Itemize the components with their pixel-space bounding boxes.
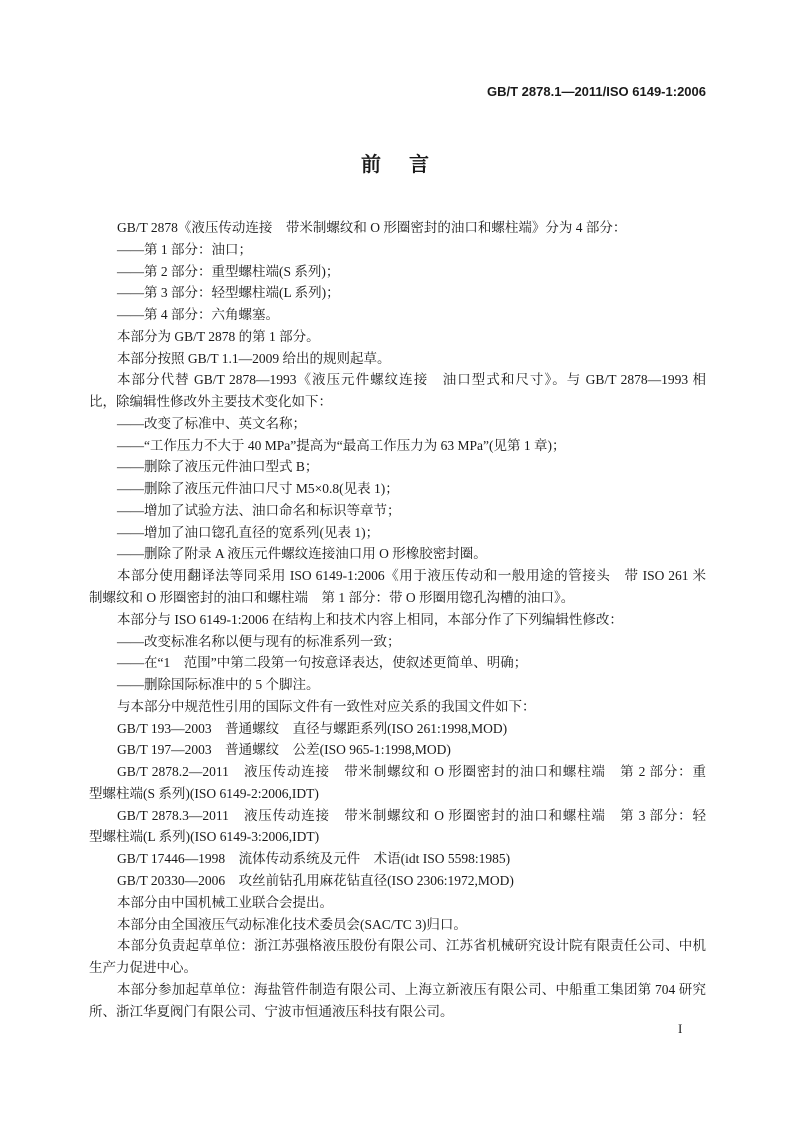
- paragraph-line: ——改变标准名称以便与现有的标准系列一致；: [117, 633, 401, 649]
- paragraph-line: 型螺柱端(L 系列)(ISO 6149-3:2006,IDT): [89, 829, 320, 845]
- paragraph: [89, 892, 706, 914]
- paragraph-line: ——在“1 范围”中第二段第一句按意译表达，使叙述更简单、明确；: [117, 655, 528, 671]
- paragraph: [89, 565, 706, 609]
- standard-number: GB/T 2878.1—2011/ISO 6149-1:2006: [487, 84, 706, 99]
- paragraph-line: ——改变了标准中、英文名称；: [117, 415, 306, 431]
- paragraph-line: 本部分由全国液压气动标准化技术委员会(SAC/TC 3)归口。: [117, 916, 467, 932]
- paragraph: [89, 348, 706, 370]
- paragraph: [89, 914, 706, 936]
- paragraph-line: 本部分使用翻译法等同采用 ISO 6149-1:2006《用于液压传动和一般用途的管接头 带 ISO 261 米: [117, 568, 706, 584]
- paragraph-line: ——删除国际标准中的 5 个脚注。: [117, 677, 320, 693]
- paragraph-line: ——第 3 部分：轻型螺柱端(L 系列)；: [117, 285, 340, 301]
- paragraph-line: ——第 4 部分：六角螺塞。: [117, 307, 279, 323]
- paragraph: [89, 979, 706, 1023]
- paragraph-line: 比，除编辑性修改外主要技术变化如下：: [89, 394, 332, 410]
- paragraph-line: ——增加了油口锪孔直径的宽系列(见表 1)；: [117, 524, 380, 540]
- reference-entry: [89, 761, 706, 805]
- paragraph-line: GB/T 20330—2006 攻丝前钻孔用麻花钻直径(ISO 2306:1972,MOD): [117, 872, 514, 888]
- list-item: [89, 282, 706, 304]
- paragraph-line: GB/T 2878.2—2011 液压传动连接 带米制螺纹和 O 形圈密封的油口和螺柱端 第 2 部分：重: [117, 764, 706, 780]
- reference-entry: [89, 848, 706, 870]
- list-item: [89, 543, 706, 565]
- list-item: [89, 631, 706, 653]
- paragraph-line: GB/T 197—2003 普通螺纹 公差(ISO 965-1:1998,MOD): [117, 742, 451, 758]
- reference-entry: [89, 739, 706, 761]
- reference-entry: [89, 805, 706, 849]
- paragraph-line: 本部分参加起草单位：海盐管件制造有限公司、上海立新液压有限公司、中船重工集团第 704 研究: [117, 981, 706, 997]
- paragraph-line: ——删除了液压元件油口尺寸 M5×0.8(见表 1)；: [117, 481, 399, 497]
- paragraph-line: 本部分按照 GB/T 1.1—2009 给出的规则起草。: [117, 350, 391, 366]
- paragraph-line: 本部分代替 GB/T 2878—1993《液压元件螺纹连接 油口型式和尺寸》。与 GB/T 2878—1993 相: [117, 372, 706, 388]
- paragraph-line: GB/T 17446—1998 流体传动系统及元件 术语(idt ISO 5598:1985): [117, 851, 511, 867]
- list-item: [89, 456, 706, 478]
- paragraph-line: ——删除了附录 A 液压元件螺纹连接油口用 O 形橡胶密封圈。: [117, 546, 487, 562]
- paragraph: [89, 217, 706, 239]
- paragraph-line: ——删除了液压元件油口型式 B；: [117, 459, 319, 475]
- list-item: [89, 304, 706, 326]
- paragraph: [89, 609, 706, 631]
- reference-entry: [89, 718, 706, 740]
- reference-entry: [89, 870, 706, 892]
- list-item: [89, 413, 706, 435]
- paragraph-line: ——“工作压力不大于 40 MPa”提高为“最高工作压力为 63 MPa”(见第 1 章)；: [117, 437, 566, 453]
- paragraph-line: 本部分与 ISO 6149-1:2006 在结构上和技术内容上相同，本部分作了下列编辑性修改：: [117, 611, 623, 627]
- paragraph-line: 本部分为 GB/T 2878 的第 1 部分。: [117, 328, 320, 344]
- foreword-body: [89, 217, 706, 1022]
- paragraph-line: ——第 1 部分：油口；: [117, 241, 252, 257]
- paragraph-line: GB/T 2878《液压传动连接 带米制螺纹和 O 形圈密封的油口和螺柱端》分为 4 部分：: [117, 220, 627, 235]
- paragraph-line: 型螺柱端(S 系列)(ISO 6149-2:2006,IDT): [89, 785, 319, 801]
- paragraph-line: 所、浙江华夏阀门有限公司、宁波市恒通液压科技有限公司。: [89, 1003, 454, 1019]
- paragraph-line: 本部分由中国机械工业联合会提出。: [117, 894, 333, 910]
- paragraph-line: ——增加了试验方法、油口命名和标识等章节；: [117, 502, 401, 518]
- paragraph-line: 制螺纹和 O 形圈密封的油口和螺柱端 第 1 部分：带 O 形圈用锪孔沟槽的油口》。: [89, 590, 575, 606]
- paragraph: [89, 935, 706, 979]
- paragraph-line: GB/T 2878.3—2011 液压传动连接 带米制螺纹和 O 形圈密封的油口和螺柱端 第 3 部分：轻: [117, 807, 706, 823]
- list-item: [89, 652, 706, 674]
- paragraph-line: 与本部分中规范性引用的国际文件有一致性对应关系的我国文件如下：: [117, 698, 536, 714]
- list-item: [89, 261, 706, 283]
- list-item: [89, 478, 706, 500]
- list-item: [89, 674, 706, 696]
- page-title: 前 言: [361, 152, 433, 176]
- list-item: [89, 522, 706, 544]
- paragraph: [89, 696, 706, 718]
- list-item: [89, 435, 706, 457]
- paragraph-line: 生产力促进中心。: [89, 960, 197, 976]
- paragraph-line: ——第 2 部分：重型螺柱端(S 系列)；: [117, 263, 340, 279]
- list-item: [89, 239, 706, 261]
- paragraph-line: GB/T 193—2003 普通螺纹 直径与螺距系列(ISO 261:1998,MOD): [117, 720, 508, 736]
- page-number: I: [678, 1021, 683, 1036]
- paragraph: [89, 326, 706, 348]
- paragraph: [89, 369, 706, 413]
- list-item: [89, 500, 706, 522]
- paragraph-line: 本部分负责起草单位：浙江苏强格液压股份有限公司、江苏省机械研究设计院有限责任公司、中机: [117, 938, 706, 954]
